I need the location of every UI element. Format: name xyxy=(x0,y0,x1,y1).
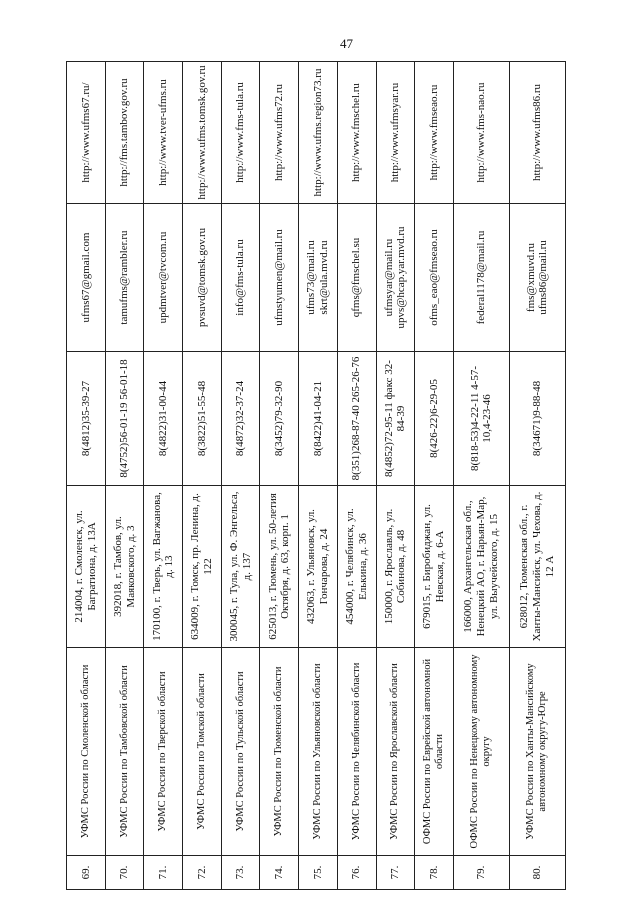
row-number: 76. xyxy=(337,856,376,890)
website-link[interactable]: http://www.tver-ufms.ru xyxy=(144,62,183,204)
table-row xyxy=(376,62,415,890)
row-number: 73. xyxy=(221,856,260,890)
email[interactable]: info@fms-tula.ru xyxy=(221,204,260,352)
email[interactable]: ufms73@mail.ru skrt@ula.mvd.ru xyxy=(299,204,338,352)
website-link[interactable]: http://www.ufms72.ru xyxy=(260,62,299,204)
organization-name: УФМС России по Томской области xyxy=(183,648,222,856)
address: 150000, г. Ярославль, ул. Собинова, д. 48 xyxy=(376,486,415,648)
row-number: 74. xyxy=(260,856,299,890)
website-link[interactable]: http://www.fmseao.ru xyxy=(415,62,454,204)
website-link[interactable]: http://www.ufms67.ru/ xyxy=(67,62,106,204)
row-number: 72. xyxy=(183,856,222,890)
phone: 8(3452)79-32-90 xyxy=(260,352,299,486)
row-number: 78. xyxy=(415,856,454,890)
phone: 8(34671)9-88-48 xyxy=(509,352,565,486)
table-row xyxy=(183,62,222,890)
address: 432063, г. Ульяновск, ул. Гончарова, д. 24 xyxy=(299,486,338,648)
row-number: 80. xyxy=(509,856,565,890)
address: 628012, Тюменская обл., г. Ханты-Мансийск, ул. Чехова, д. 12 А xyxy=(509,486,565,648)
phone: 8(351)268-87-40 265-26-76 xyxy=(337,352,376,486)
address: 679015, г. Биробиджан, ул. Невская, д. 6-А xyxy=(415,486,454,648)
organization-name: УФМС России по Челябинской области xyxy=(337,648,376,856)
phone: 8(4872)32-37-24 xyxy=(221,352,260,486)
email[interactable]: ufmstyumen@mail.ru xyxy=(260,204,299,352)
address: 170100, г. Тверь, ул. Вагжанова, д. 13 xyxy=(144,486,183,648)
address: 166000, Архангельская обл., Ненецкий АО, г. Нарьян-Мар, ул. Выучейского, д. 15 xyxy=(453,486,509,648)
row-number: 79. xyxy=(453,856,509,890)
email[interactable]: ufmsyar@mail.ru upvs@hcap.yar.mvd.ru xyxy=(376,204,415,352)
website-link[interactable]: http://www.ufms.region73.ru xyxy=(299,62,338,204)
row-number: 75. xyxy=(299,856,338,890)
fms-contacts-table xyxy=(66,61,566,890)
website-link[interactable]: http://www.fmschel.ru xyxy=(337,62,376,204)
email[interactable]: ufms67@gmail.com xyxy=(67,204,106,352)
website-link[interactable]: http://www.ufms.tomsk.gov.ru xyxy=(183,62,222,204)
row-number: 69. xyxy=(67,856,106,890)
contacts-table-wrapper xyxy=(66,62,566,890)
organization-name: УФМС России по Тамбовской области xyxy=(105,648,144,856)
phone: 8(4852)72-95-11 факс 32-84-39 xyxy=(376,352,415,486)
row-number: 77. xyxy=(376,856,415,890)
address: 454000, г. Челябинск, ул. Елькина, д. 36 xyxy=(337,486,376,648)
organization-name: УФМС России по Смоленской области xyxy=(67,648,106,856)
email[interactable]: updmtver@tvcom.ru xyxy=(144,204,183,352)
rotated-table-container xyxy=(66,62,566,890)
row-number: 70. xyxy=(105,856,144,890)
table-body xyxy=(67,62,566,890)
email[interactable]: fms@xmuvd.ru ufms86@mail.ru xyxy=(509,204,565,352)
organization-name: ОФМС России по Еврейской автономной области xyxy=(415,648,454,856)
table-row xyxy=(144,62,183,890)
address: 392018, г. Тамбов, ул. Маяковского, д. 3 xyxy=(105,486,144,648)
website-link[interactable]: http://www.ufms86.ru xyxy=(509,62,565,204)
email[interactable]: ofms_eao@fmseao.ru xyxy=(415,204,454,352)
address: 214004, г. Смоленск, ул. Багратиона, д. 13А xyxy=(67,486,106,648)
organization-name: УФМС России по Ханты-Мансийскому автономному округу-Югре xyxy=(509,648,565,856)
address: 300045, г. Тула, ул. Ф. Энгельса, д. 137 xyxy=(221,486,260,648)
address: 634009, г. Томск, пр. Ленина, д. 122 xyxy=(183,486,222,648)
website-link[interactable]: http://www.ufmsyar.ru xyxy=(376,62,415,204)
email[interactable]: tamufms@rambler.ru xyxy=(105,204,144,352)
table-row xyxy=(67,62,106,890)
phone: 8(4822)31-00-44 xyxy=(144,352,183,486)
website-link[interactable]: http://fms.tambov.gov.ru xyxy=(105,62,144,204)
phone: 8(4752)56-01-19 56-01-18 xyxy=(105,352,144,486)
organization-name: УФМС России по Тульской области xyxy=(221,648,260,856)
row-number: 71. xyxy=(144,856,183,890)
phone: 8(4812)35-39-27 xyxy=(67,352,106,486)
organization-name: УФМС России по Тюменской области xyxy=(260,648,299,856)
page-number: 47 xyxy=(340,36,353,51)
table-row xyxy=(509,62,565,890)
organization-name: УФМС России по Тверской области xyxy=(144,648,183,856)
address: 625013, г. Тюмень, ул. 50-летия Октября, д. 63, корп. 1 xyxy=(260,486,299,648)
organization-name: ОФМС России по Ненецкому автономному округу xyxy=(453,648,509,856)
website-link[interactable]: http://www.fms-nao.ru xyxy=(453,62,509,204)
table-row xyxy=(453,62,509,890)
table-row xyxy=(415,62,454,890)
phone: 8(8422)41-04-21 xyxy=(299,352,338,486)
phone: 8(818-53)4-22-11 4-57-10,4-23-46 xyxy=(453,352,509,486)
organization-name: УФМС России по Ульяновской области xyxy=(299,648,338,856)
email[interactable]: pvsuvd@tomsk.gov.ru xyxy=(183,204,222,352)
email[interactable]: qfms@fmschel.su xyxy=(337,204,376,352)
table-row xyxy=(221,62,260,890)
organization-name: УФМС России по Ярославской области xyxy=(376,648,415,856)
table-row xyxy=(105,62,144,890)
table-row xyxy=(337,62,376,890)
phone: 8(426-22)6-29-05 xyxy=(415,352,454,486)
website-link[interactable]: http://www.fms-tula.ru xyxy=(221,62,260,204)
table-row xyxy=(299,62,338,890)
table-row xyxy=(260,62,299,890)
phone: 8(3822)51-55-48 xyxy=(183,352,222,486)
email[interactable]: federal1178@mail.ru xyxy=(453,204,509,352)
